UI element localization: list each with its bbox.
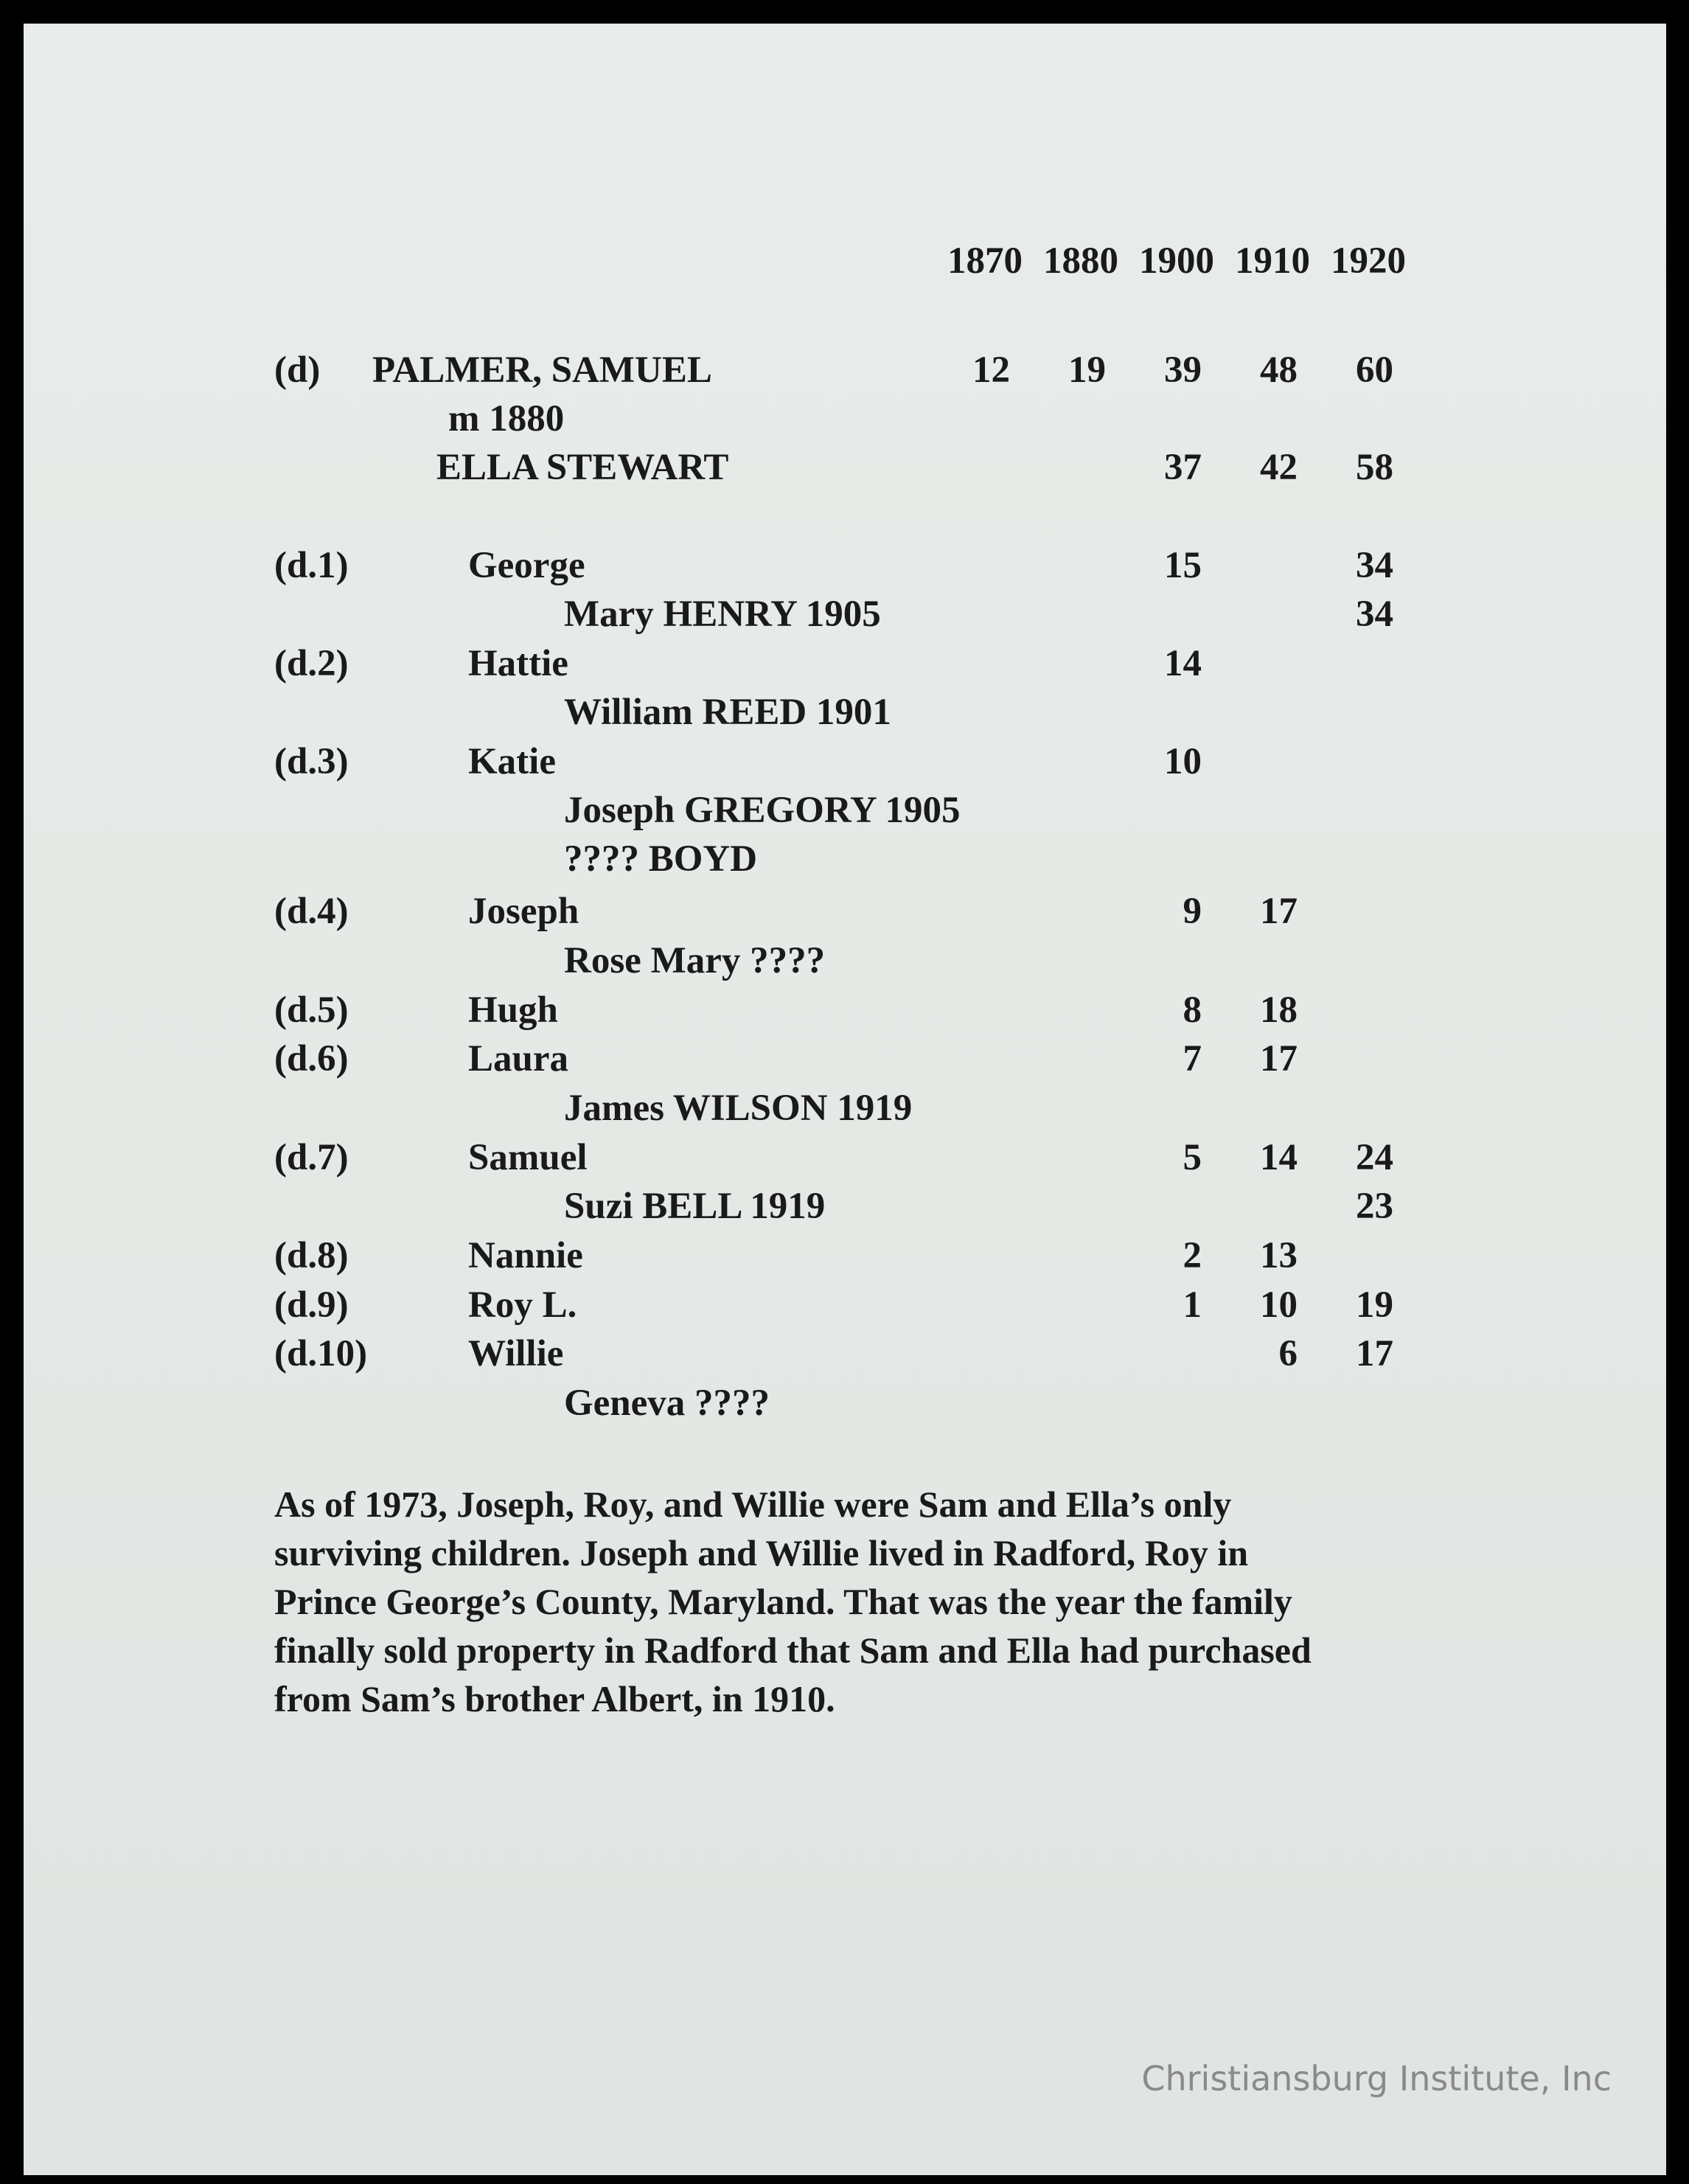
row-code: (d.5) — [274, 990, 349, 1031]
value-1900: 15 — [1164, 545, 1202, 586]
value-1920: 19 — [1356, 1284, 1393, 1326]
row-code: (d.1) — [274, 545, 349, 586]
paragraph-line: finally sold property in Radford that Sam and Ella had purchased — [274, 1630, 1312, 1671]
value-1910: 48 — [1260, 349, 1298, 391]
row-name: Samuel — [468, 1137, 588, 1178]
row-name: Katie — [468, 741, 556, 782]
paragraph-line: As of 1973, Joseph, Roy, and Willie were Sam and Ella’s only — [274, 1484, 1232, 1525]
value-1920: 23 — [1356, 1186, 1393, 1227]
watermark-text: Christiansburg Institute, Inc — [1141, 2059, 1612, 2098]
row-spouse: William REED 1901 — [564, 692, 891, 733]
year-header-1870: 1870 — [947, 240, 1023, 282]
value-1900: 37 — [1164, 447, 1202, 488]
row-name: ELLA STEWART — [436, 447, 729, 488]
value-1900: 9 — [1183, 891, 1202, 932]
row-code: (d.2) — [274, 643, 349, 684]
value-1920: 34 — [1356, 594, 1393, 635]
year-header-1900: 1900 — [1139, 240, 1214, 282]
year-header-1920: 1920 — [1331, 240, 1406, 282]
paragraph-line: Prince George’s County, Maryland. That was the year the family — [274, 1581, 1292, 1622]
value-1920: 17 — [1356, 1333, 1393, 1374]
year-header-1880: 1880 — [1043, 240, 1118, 282]
row-code: (d.10) — [274, 1333, 368, 1374]
value-1920: 58 — [1356, 447, 1393, 488]
row-name: Hattie — [468, 643, 568, 684]
value-1910: 10 — [1260, 1284, 1298, 1326]
row-spouse: Joseph GREGORY 1905 — [564, 790, 961, 831]
value-1870: 12 — [972, 349, 1010, 391]
row-name: Nannie — [468, 1235, 583, 1276]
value-1880: 19 — [1068, 349, 1106, 391]
row-spouse: Mary HENRY 1905 — [564, 594, 881, 635]
value-1900: 2 — [1183, 1235, 1202, 1276]
value-1900: 39 — [1164, 349, 1202, 391]
paragraph-line: surviving children. Joseph and Willie lived in Radford, Roy in — [274, 1532, 1249, 1573]
row-spouse: Geneva ???? — [564, 1383, 770, 1424]
value-1910: 13 — [1260, 1235, 1298, 1276]
row-name: Roy L. — [468, 1284, 577, 1326]
year-header-1910: 1910 — [1235, 240, 1310, 282]
narrative-paragraph — [274, 1480, 1513, 1723]
value-1910: 17 — [1260, 1038, 1298, 1079]
value-1900: 1 — [1183, 1284, 1202, 1326]
row-name: Laura — [468, 1038, 569, 1079]
value-1920: 34 — [1356, 545, 1393, 586]
value-1910: 18 — [1260, 990, 1298, 1031]
value-1900: 8 — [1183, 990, 1202, 1031]
row-spouse: James WILSON 1919 — [564, 1088, 913, 1129]
row-spouse: Rose Mary ???? — [564, 940, 826, 981]
row-spouse: ???? BOYD — [564, 838, 758, 880]
row-code: (d.6) — [274, 1038, 349, 1079]
value-1910: 6 — [1278, 1333, 1298, 1374]
row-code: (d.9) — [274, 1284, 349, 1326]
value-1910: 14 — [1260, 1137, 1298, 1178]
value-1920: 24 — [1356, 1137, 1393, 1178]
row-name: George — [468, 545, 585, 586]
value-1900: 5 — [1183, 1137, 1202, 1178]
row-code: (d.8) — [274, 1235, 349, 1276]
row-code: (d.3) — [274, 741, 349, 782]
value-1900: 14 — [1164, 643, 1202, 684]
row-code: (d) — [274, 349, 321, 391]
row-name: Willie — [468, 1333, 564, 1374]
paragraph-line: from Sam’s brother Albert, in 1910. — [274, 1678, 835, 1719]
value-1900: 7 — [1183, 1038, 1202, 1079]
row-name: Joseph — [468, 891, 579, 932]
row-name: m 1880 — [448, 398, 565, 439]
row-code: (d.4) — [274, 891, 349, 932]
row-name: Hugh — [468, 990, 558, 1031]
value-1910: 17 — [1260, 891, 1298, 932]
value-1900: 10 — [1164, 741, 1202, 782]
row-code: (d.7) — [274, 1137, 349, 1178]
row-spouse: Suzi BELL 1919 — [564, 1186, 826, 1227]
value-1910: 42 — [1260, 447, 1298, 488]
row-name: PALMER, SAMUEL — [372, 349, 712, 391]
value-1920: 60 — [1356, 349, 1393, 391]
